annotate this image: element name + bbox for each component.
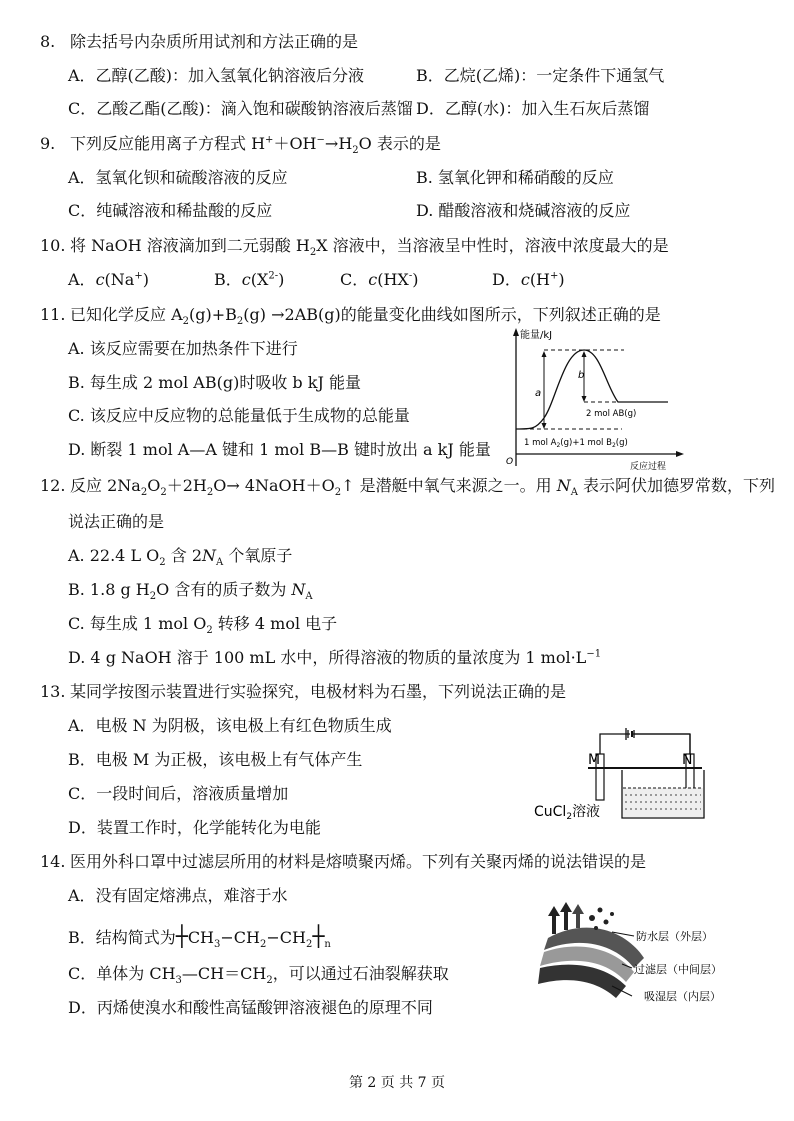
air-arrow-3 <box>572 904 584 928</box>
arrow-b-head <box>582 351 587 357</box>
q13-option-c: C．一段时间后，溶液质量增加 <box>68 784 289 803</box>
q13-option-b: B．电极 M 为正极，该电极上有气体产生 <box>68 750 363 769</box>
q8-option-d: D．乙醇(水)：加入生石灰后蒸馏 <box>416 99 650 118</box>
q12-option-c: C. 每生成 1 mol $O_2$ 转移 4 mol 电子 <box>68 614 338 637</box>
question-12-stem-continued: 说法正确的是 <box>68 512 165 531</box>
question-11-stem: 11. 已知化学反应 $A_2(g)+B_2(g) \to 2AB(g)$的能量变化曲线如图所示，下列叙述正确的是 <box>40 305 661 328</box>
q9-option-b: B. 氢氧化钾和稀硝酸的反应 <box>416 168 614 187</box>
droplet-4 <box>594 926 598 930</box>
q8-option-a: A．乙醇(乙酸)：加入氢氧化钠溶液后分液 <box>68 66 365 85</box>
q9-option-c: C．纯碱溶液和稀盐酸的反应 <box>68 201 273 220</box>
x-axis-arrow <box>676 451 684 457</box>
q13-option-d: D．装置工作时，化学能转化为电能 <box>68 818 321 837</box>
arrow-b-tail <box>582 396 587 402</box>
q14-option-b: B．结构简式为$┼CH_3-CH_2-CH_2┼_n$ <box>68 924 331 951</box>
circuit-loop <box>600 734 626 754</box>
q11-option-a: A. 该反应需要在加热条件下进行 <box>68 339 298 358</box>
q10-option-a: A．c(Na+) <box>68 270 149 289</box>
question-13-stem: 13. 某同学按图示装置进行实验探究，电极材料为石墨，下列说法正确的是 <box>40 682 567 701</box>
q14-option-c: C．单体为 $CH_3—CH=CH_2$，可以通过石油裂解获取 <box>68 964 449 987</box>
q12-option-a: A. 22.4 L $O_2$ 含 $2N_A$ 个氧原子 <box>68 546 293 569</box>
layer1-label: 防水层（外层） <box>636 930 713 943</box>
energy-profile-diagram <box>504 326 684 472</box>
air-arrow-2 <box>560 902 572 930</box>
q11-option-c: C. 该反应中反应物的总能量低于生成物的总能量 <box>68 406 410 425</box>
y-axis-arrow <box>513 328 519 336</box>
label-a: a <box>535 388 542 399</box>
q9-option-d: D. 醋酸溶液和烧碱溶液的反应 <box>416 201 631 220</box>
y-axis-label: 能量/kJ <box>520 330 553 341</box>
q14-option-d: D．丙烯使溴水和酸性高锰酸钾溶液褪色的原理不同 <box>68 998 433 1017</box>
question-8-stem: 8. 除去括号内杂质所用试剂和方法正确的是 <box>40 32 359 51</box>
droplet-3 <box>604 920 609 925</box>
q11-option-b: B. 每生成 2 mol AB(g)时吸收 b kJ 能量 <box>68 373 361 392</box>
q10-option-d: D．c(H+) <box>492 270 565 289</box>
electrode-m-label: M <box>588 752 601 768</box>
q10-option-b: B．$c(X^{2-})$ <box>214 270 285 289</box>
x-axis-label: 反应过程 <box>630 462 667 472</box>
q12-option-d: D. 4 g NaOH 溶于 100 mL 水中，所得溶液的物质的量浓度为 1 $mol\cdot L^{-1}$ <box>68 648 602 667</box>
electrolysis-cell-diagram <box>530 728 720 824</box>
question-12-stem: 12. 反应 $2Na_2O_2+2H_2O\to$ $4NaOH+O_2↑$ 是潜艇中氧气来源之一。用 $N_A$ 表示阿伏加德罗常数，下列 <box>40 476 776 499</box>
layer2-label: 过滤层（中间层） <box>634 963 722 976</box>
q13-option-a: A．电极 N 为阴极，该电极上有红色物质生成 <box>68 716 392 735</box>
q14-option-a: A．没有固定熔沸点，难溶于水 <box>68 886 288 905</box>
droplet-1 <box>589 915 595 921</box>
arrow-a-tail <box>542 423 547 429</box>
q9-option-a: A．氢氧化钡和硫酸溶液的反应 <box>68 168 288 187</box>
question-14-stem: 14. 医用外科口罩中过滤层所用的材料是熔喷聚丙烯。下列有关聚丙烯的说法错误的是 <box>40 852 647 871</box>
solution-label: CuCl$_2$溶液 <box>534 804 601 822</box>
q8-option-b: B．乙烷(乙烯)：一定条件下通氢气 <box>416 66 665 85</box>
origin-label: O <box>506 457 514 467</box>
label-b: b <box>578 370 585 381</box>
page-footer: 第 2 页 共 7 页 <box>348 1075 446 1091</box>
arrow-a-head <box>542 351 547 357</box>
mask-layers-diagram <box>534 898 764 1008</box>
droplet-5 <box>610 912 614 916</box>
air-arrow-1 <box>548 906 560 934</box>
layer3-label: 吸湿层（内层） <box>644 990 721 1003</box>
electrode-n-label: N <box>682 752 693 768</box>
question-10-stem: 10. 将 NaOH 溶液滴加到二元弱酸 $H_2X$ 溶液中，当溶液呈中性时，溶液中浓度最大的是 <box>40 236 669 259</box>
q12-option-b: B. 1.8 g $H_2O$ 含有的质子数为 $N_A$ <box>68 580 313 603</box>
question-9-stem: 9. 下列反应能用离子方程式 $H^++OH^-\to H_2O$ 表示的是 <box>40 134 441 157</box>
q10-option-c: C．c(HX-) <box>340 270 419 289</box>
reactant-label: 1 mol $A_2(g)+1$ mol $B_2(g)$ <box>524 438 628 449</box>
q8-option-c: C．乙酸乙酯(乙酸)：滴入饱和碳酸钠溶液后蒸馏 <box>68 99 413 118</box>
droplet-2 <box>598 908 603 913</box>
product-label: 2 mol AB(g) <box>586 409 637 419</box>
q11-option-d: D. 断裂 1 mol A—A 键和 1 mol B—B 键时放出 a kJ 能量 <box>68 440 491 459</box>
